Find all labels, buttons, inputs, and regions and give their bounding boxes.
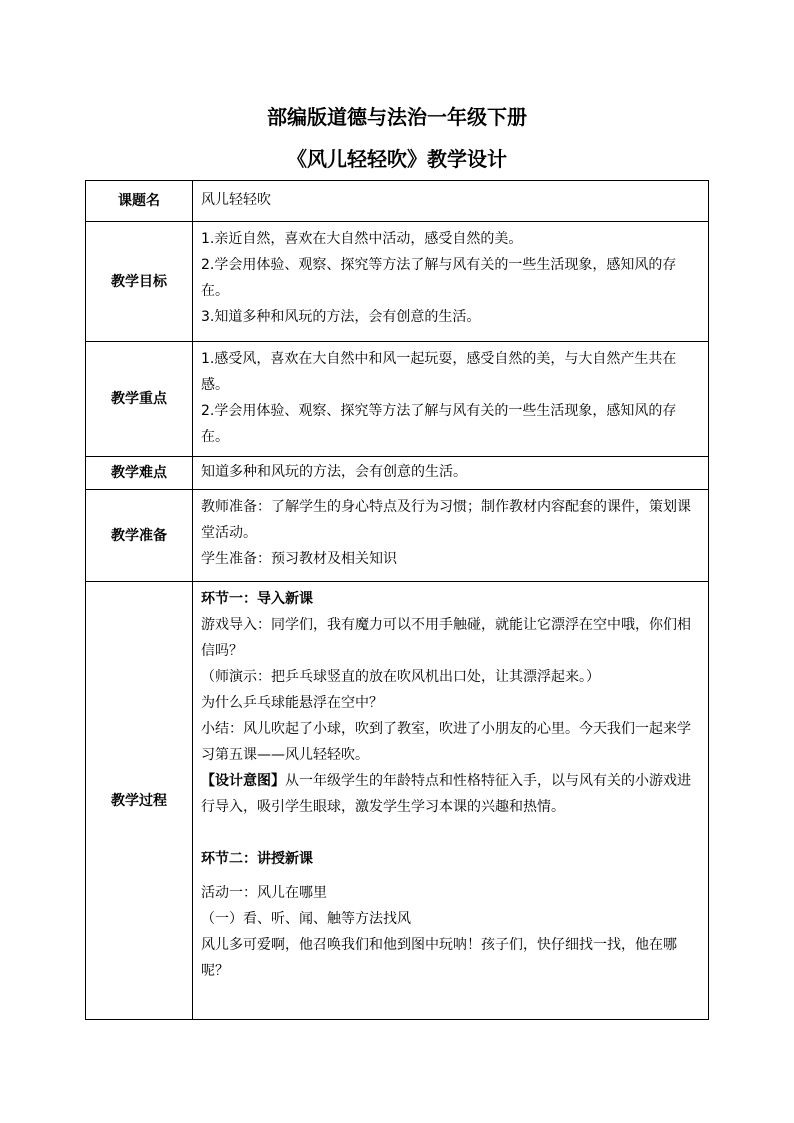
section1-question: 为什么乒乓球能悬浮在空中？ xyxy=(201,695,383,711)
table-row-process xyxy=(86,582,709,1020)
objectives-content xyxy=(193,222,709,342)
activity1-text: 风儿多可爱啊，他召唤我们和他到图中玩呐！孩子们，快仔细找一找，他在哪呢？ xyxy=(201,937,677,979)
document-subtitle: 《风儿轻轻吹》教学设计 xyxy=(287,147,507,171)
table-row-preparation xyxy=(86,490,709,582)
topic-value: 风儿轻轻吹 xyxy=(193,181,709,222)
preparation-content xyxy=(193,490,709,582)
section1-game-intro: 游戏导入：同学们，我有魔力可以不用手触碰，就能让它漂浮在空中哦，你们相信吗？ xyxy=(201,617,691,659)
objective-item-1: 1.亲近自然，喜欢在大自然中活动，感受自然的美。 xyxy=(201,231,523,247)
row-label-difficulty: 教学难点 xyxy=(86,457,193,490)
key-points-content xyxy=(193,342,709,457)
design-intent-tag: 【设计意图】 xyxy=(201,773,285,789)
spacer xyxy=(201,820,702,846)
teacher-preparation: 教师准备：了解学生的身心特点及行为习惯；制作教材内容配套的课件，策划课堂活动。 xyxy=(201,499,691,541)
objective-item-2: 2.学会用体验、观察、探究等方法了解与风有关的一些生活现象，感知风的存在。 xyxy=(201,257,677,299)
section1-summary: 小结：风儿吹起了小球，吹到了教室，吹进了小朋友的心里。今天我们一起来学习第五课——风儿轻轻吹。 xyxy=(201,721,691,763)
section1-demo: （师演示：把乒乓球竖直的放在吹风机出口处，让其漂浮起来。） xyxy=(201,669,600,685)
table-row-difficulty xyxy=(86,457,709,490)
row-label-preparation: 教学准备 xyxy=(86,490,193,582)
key-point-item-1: 1.感受风，喜欢在大自然中和风一起玩耍，感受自然的美，与大自然产生共在感。 xyxy=(201,351,677,393)
table-row-topic xyxy=(86,181,709,222)
key-point-item-2: 2.学会用体验、观察、探究等方法了解与风有关的一些生活现象，感知风的存在。 xyxy=(201,403,677,445)
row-label-objectives: 教学目标 xyxy=(86,222,193,342)
design-intent-text: 从一年级学生的年龄特点和性格特征入手，以与风有关的小游戏进行导入，吸引学生眼球，激发学生学习本课的兴趣和热情。 xyxy=(201,773,691,815)
section2-title: 环节二：讲授新课 xyxy=(201,851,313,867)
table-row-key-points xyxy=(86,342,709,457)
section1-design-intent xyxy=(201,768,702,820)
activity1-title: 活动一：风儿在哪里 xyxy=(201,885,327,901)
section1-title: 环节一：导入新课 xyxy=(201,591,313,607)
lesson-plan-table xyxy=(85,180,709,1020)
process-content xyxy=(193,582,709,1020)
student-preparation: 学生准备：预习教材及相关知识 xyxy=(201,551,397,567)
objective-item-3: 3.知道多种和风玩的方法，会有创意的生活。 xyxy=(201,309,481,325)
row-label-topic: 课题名 xyxy=(86,181,193,222)
row-label-key-points: 教学重点 xyxy=(86,342,193,457)
activity1-subtitle: （一）看、听、闻、触等方法找风 xyxy=(201,911,411,927)
spacer xyxy=(201,872,702,880)
document-title: 部编版道德与法治一年级下册 xyxy=(267,105,527,129)
difficulty-value: 知道多种和风玩的方法，会有创意的生活。 xyxy=(193,457,709,490)
row-label-process: 教学过程 xyxy=(86,582,193,1020)
table-row-objectives xyxy=(86,222,709,342)
